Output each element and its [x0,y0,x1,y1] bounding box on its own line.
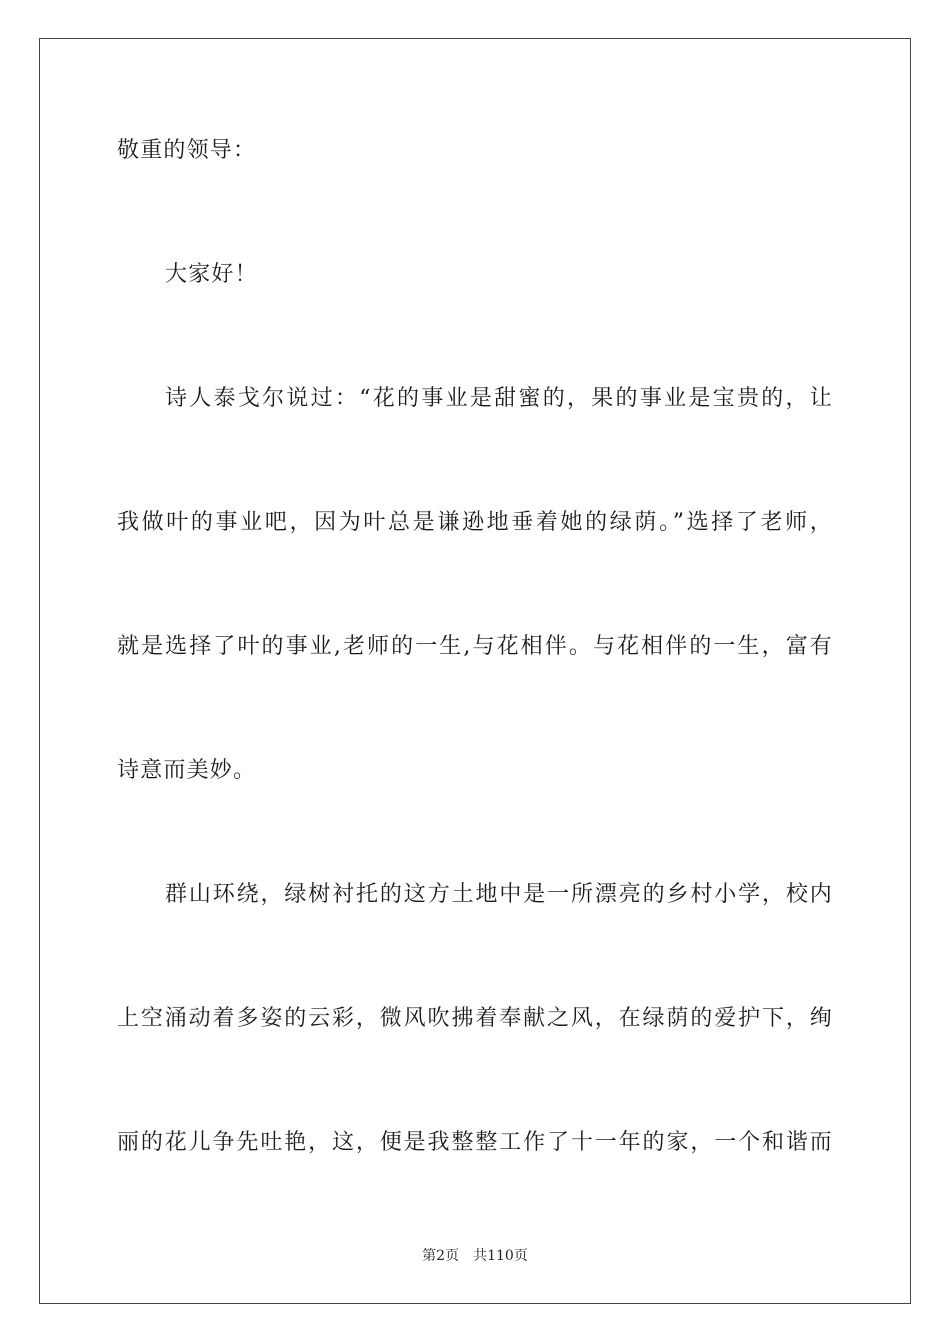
paragraph-line-6: 上空涌动着多姿的云彩，微风吹拂着奉献之风，在绿荫的爱护下，绚 [117,1006,833,1031]
page-footer [0,1247,950,1265]
paragraph-line-3: 就是选择了叶的事业,老师的一生,与花相伴。与花相伴的一生，富有 [117,634,833,659]
salutation: 敬重的领导： [117,138,257,163]
paragraph-line-7: 丽的花儿争先吐艳，这，便是我整整工作了十一年的家，一个和谐而 [117,1130,833,1155]
paragraph-greeting: 大家好！ [165,262,258,287]
page-frame [39,38,911,1304]
paragraph-line-4: 诗意而美妙。 [117,758,257,783]
page-number-total: 共110页 [473,1248,528,1264]
paragraph-line-5: 群山环绕，绿树衬托的这方土地中是一所漂亮的乡村小学，校内 [165,882,833,907]
page-number-current: 第2页 [422,1248,460,1264]
paragraph-line-1: 诗人泰戈尔说过：“花的事业是甜蜜的，果的事业是宝贵的，让 [165,386,833,411]
paragraph-line-2: 我做叶的事业吧，因为叶总是谦逊地垂着她的绿荫。”选择了老师， [117,510,833,535]
